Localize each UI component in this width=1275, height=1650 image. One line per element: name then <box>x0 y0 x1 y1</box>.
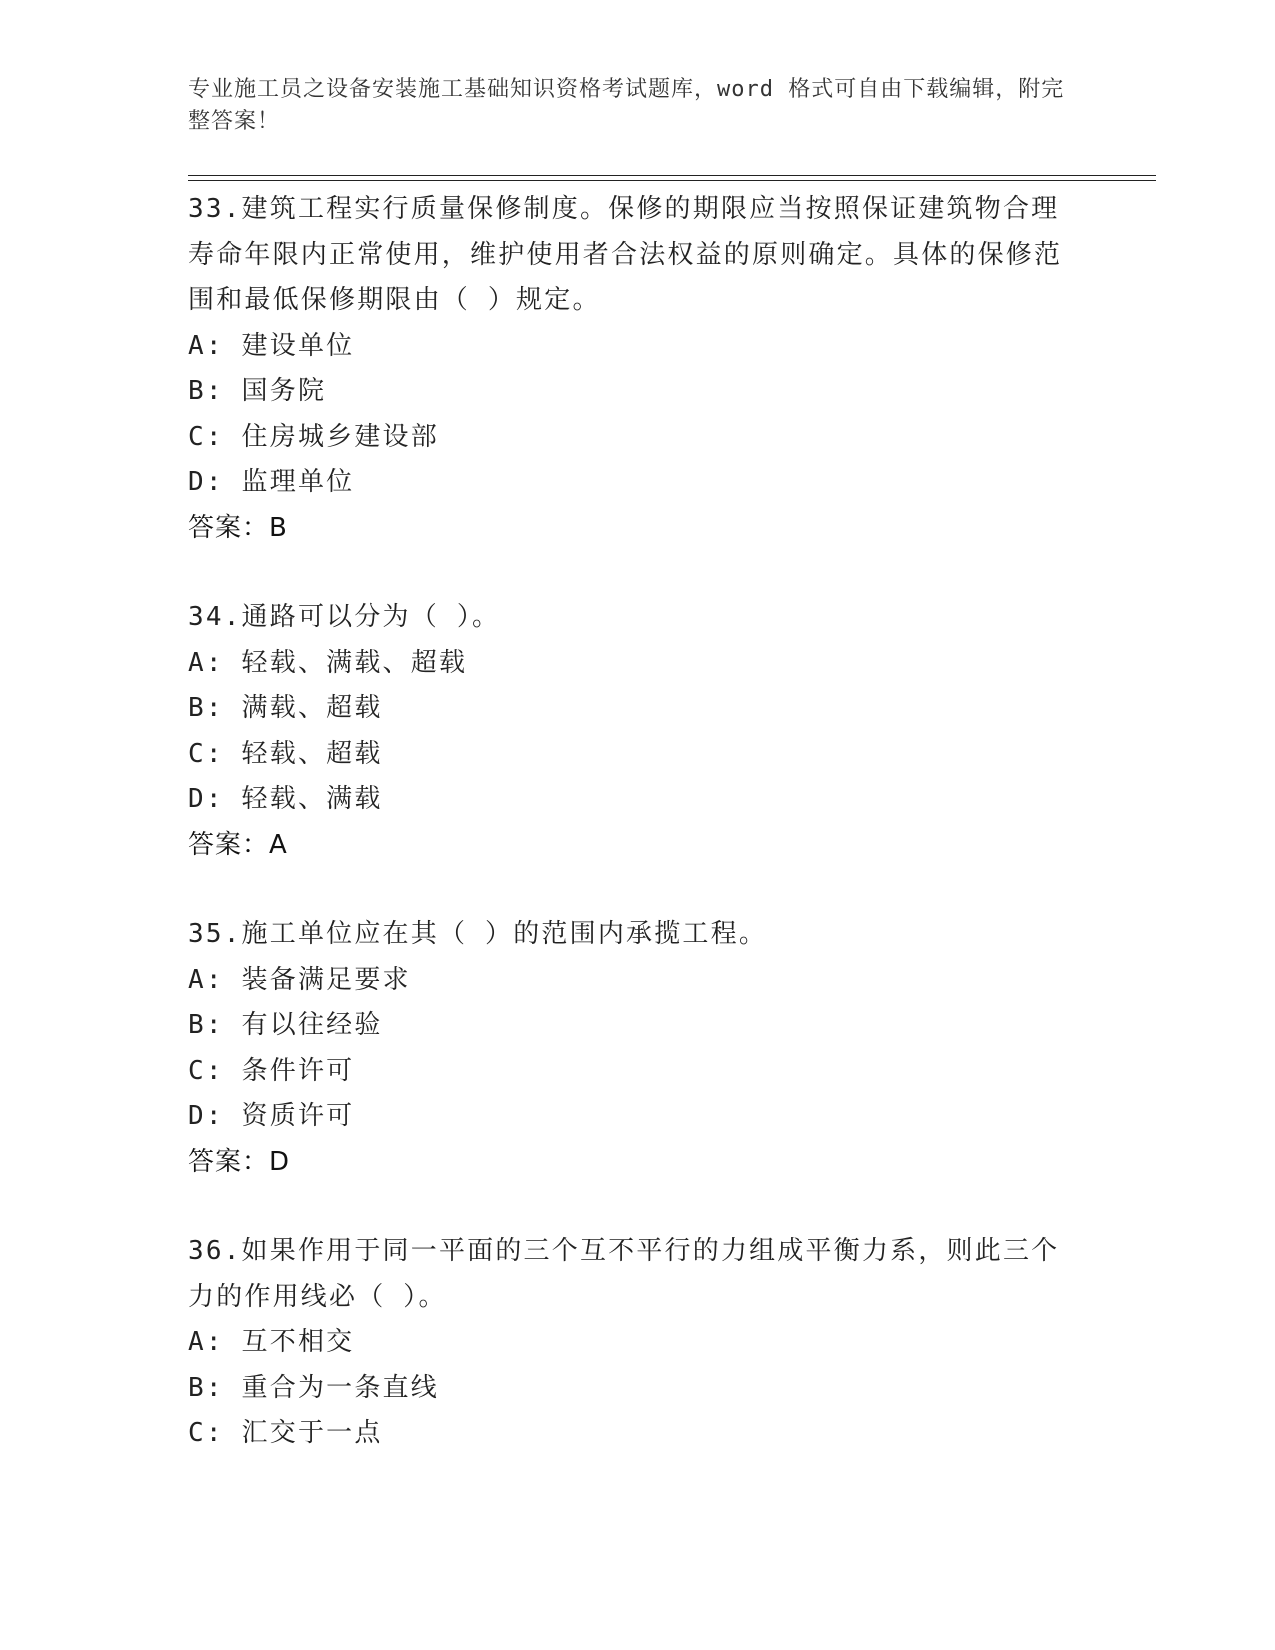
question-stem: 33.建筑工程实行质量保修制度。保修的期限应当按照保证建筑物合理寿命年限内正常使用，维护使用者合法权益的原则确定。具体的保修范围和最低保修期限由（ ）规定。 <box>188 194 1063 315</box>
question-stem: 36.如果作用于同一平面的三个互不平行的力组成平衡力系，则此三个力的作用线必（ ）。 <box>188 1236 1060 1312</box>
option-b: B: 有以往经验 <box>188 1010 383 1040</box>
question-list <box>188 187 1078 1501</box>
option-c: C: 汇交于一点 <box>188 1418 383 1448</box>
option-d: D: 监理单位 <box>188 467 355 497</box>
option-b: B: 重合为一条直线 <box>188 1372 439 1403</box>
answer-line: 答案：B <box>188 512 288 543</box>
question-34 <box>188 595 1078 868</box>
option-a: A: 互不相交 <box>188 1327 355 1357</box>
option-c: C: 轻载、超载 <box>188 738 383 769</box>
option-b: B: 满载、超载 <box>188 693 383 723</box>
question-36 <box>188 1229 1078 1457</box>
option-c: C: 条件许可 <box>188 1055 355 1086</box>
option-b: B: 国务院 <box>188 376 327 406</box>
option-d: D: 资质许可 <box>188 1101 355 1131</box>
question-33 <box>188 187 1078 551</box>
answer-line: 答案：A <box>188 829 288 860</box>
header-divider-bottom <box>188 180 1156 181</box>
question-stem: 35.施工单位应在其（ ）的范围内承揽工程。 <box>188 919 768 949</box>
option-a: A: 建设单位 <box>188 330 355 361</box>
option-a: A: 装备满足要求 <box>188 964 411 995</box>
header-divider-top <box>188 175 1156 176</box>
question-35 <box>188 912 1078 1185</box>
answer-line: 答案：D <box>188 1146 291 1177</box>
option-a: A: 轻载、满载、超载 <box>188 647 468 678</box>
option-d: D: 轻载、满载 <box>188 784 383 814</box>
question-stem: 34.通路可以分为（ ）。 <box>188 602 501 632</box>
option-c: C: 住房城乡建设部 <box>188 421 439 452</box>
document-header: 专业施工员之设备安装施工基础知识资格考试题库，word 格式可自由下载编辑，附完整答案！ <box>188 77 1065 134</box>
